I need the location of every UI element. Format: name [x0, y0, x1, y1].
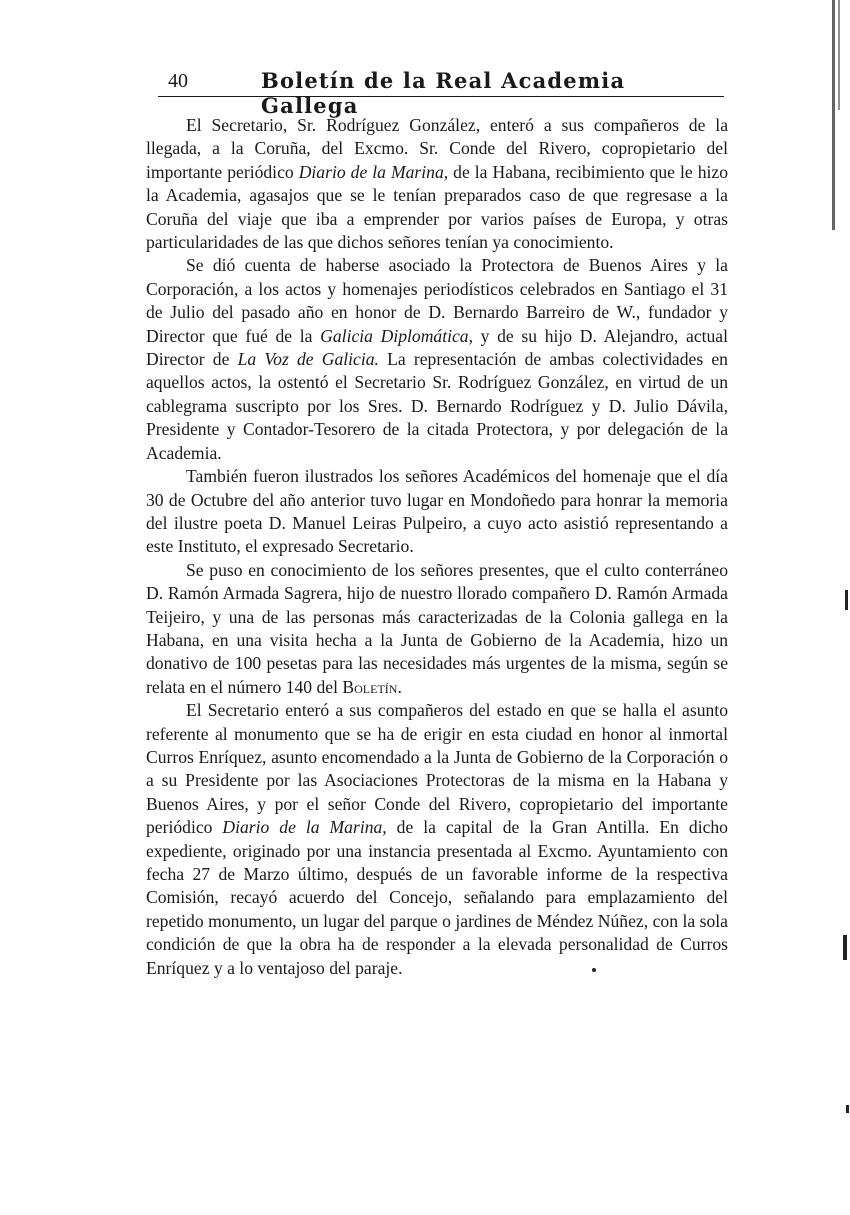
scan-edge-mark	[845, 590, 848, 610]
running-title: Boletín de la Real Academia Gallega	[261, 68, 626, 118]
periodical-title: Diario de la Marina,	[222, 817, 387, 838]
scan-edge-mark	[832, 0, 835, 230]
paragraph-4: Se puso en conocimiento de los señores presentes, que el culto conterráneo D. Ramón Armada Sagrera, hijo de nuestro llorado compañero D. Ramón Armada Teijeiro, y una de las personas más caracterizadas de la Colonia gallega en la Habana, en una visita hecha a la Junta de Gobierno de la Academia, hizo un donativo de 100 pesetas para las necesidades más urgentes de la misma, según se relata en el número 140 del Boletín.	[146, 559, 728, 697]
page-header	[158, 66, 724, 118]
paragraph-1: El Secretario, Sr. Rodríguez González, enteró a sus compañeros de la llegada, a la Coruña, del Excmo. Sr. Conde del Rivero, copropietario del importante periódico Diario de la Marina, de la Habana, recibimiento que le hizo la Academia, agasajos que se le tenían preparados caso de que regresase a la Coruña del viaje que iba a emprender por varios países de Europa, y otras particularidades de las que dichos señores tenían ya conocimiento.	[146, 115, 728, 253]
scan-edge-mark	[846, 1105, 849, 1113]
body-text	[146, 114, 728, 980]
paragraph-2: Se dió cuenta de haberse asociado la Protectora de Buenos Aires y la Corporación, a los actos y homenajes periodísticos celebrados en Santiago el 31 de Julio del pasado año en honor de D. Bernardo Barreiro de W., fundador y Director que fué de la Galicia Diplomática, y de su hijo D. Alejandro, actual Director de La Voz de Galicia. La representación de ambas colectividades en aquellos actos, la ostentó el Secretario Sr. Rodríguez González, en virtud de un cablegrama suscripto por los Sres. D. Bernardo Rodríguez y D. Julio Dávila, Presidente y Contador-Tesorero de la citada Protectora, y por delegación de la Academia.	[146, 255, 729, 463]
paragraph-5: El Secretario enteró a sus compañeros del estado en que se halla el asunto referente al monumento que se ha de erigir en esta ciudad en honor al inmortal Curros Enríquez, asunto encomendado a la Junta de Gobierno de la Corporación o a su Presidente por las Asociaciones Protectoras de la misma en la Habana y Buenos Aires, y por el señor Conde del Rivero, copropietario del importante periódico Diario de la Marina, de la capital de la Gran Antilla. En dicho expediente, originado por una instancia presentada al Excmo. Ayuntamiento con fecha 27 de Marzo último, después de un favorable informe de la respectiva Comisión, recayó acuerdo del Concejo, señalando para emplazamiento del repetido monumento, un lugar del parque o jardines de Méndez Núñez, con la sola condición de que la obra ha de responder a la elevada personalidad de Curros Enríquez y a lo ventajoso del paraje.	[146, 700, 728, 978]
periodical-title: La Voz de Galicia.	[237, 349, 379, 370]
bulletin-reference: Boletín.	[342, 676, 402, 697]
periodical-title: Diario de la Marina,	[298, 161, 449, 182]
page-number: 40	[168, 70, 188, 92]
paragraph-3: También fueron ilustrados los señores Académicos del homenaje que el día 30 de Octubre del año anterior tuvo lugar en Mondoñedo para honrar la memoria del ilustre poeta D. Manuel Leiras Pulpeiro, a cuyo acto asistió representando a este Instituto, el expresado Secretario.	[146, 466, 728, 557]
end-mark	[592, 968, 596, 972]
periodical-title: Galicia Diplomática,	[320, 325, 473, 346]
scan-edge-mark	[838, 0, 840, 110]
scan-edge-mark	[843, 935, 847, 960]
